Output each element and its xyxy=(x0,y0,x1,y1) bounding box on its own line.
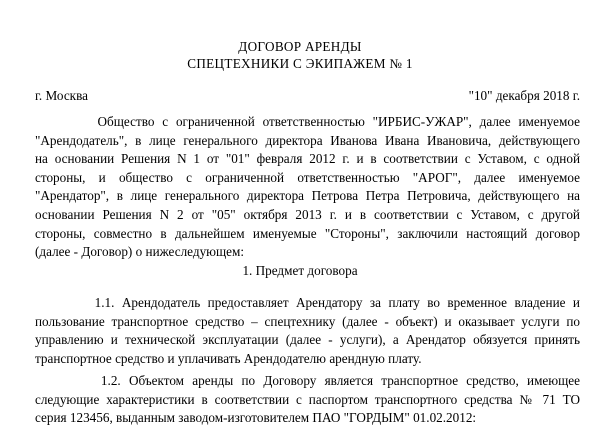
city-label: г. Москва xyxy=(35,88,88,103)
text-line: на основании Решения N 1 от "01" февраля 2012 г. и в соответствии с Уставом, с одной xyxy=(35,151,580,167)
text-line: (далее - Договор) о нижеследующем: xyxy=(35,244,245,260)
text-line: пользование транспортное средство – спецтехнику (далее - объект) и оказывает услуги по xyxy=(35,313,580,329)
clause-1-2 xyxy=(35,372,580,428)
contract-date: "10" декабря 2018 г. xyxy=(468,88,580,103)
text-line: основании Решения N 2 от "05" октября 2013 г. и в соответствии с Уставом, с другой xyxy=(35,206,580,222)
section-heading: 1. Предмет договора xyxy=(242,263,358,278)
text-line: серия 123456, выданным заводом-изготовителем ПАО "ГОРДЫМ" 01.02.2012: xyxy=(35,410,477,426)
text-line: управлению и технической эксплуатации (далее - услуги), а Арендатор обязуется принять xyxy=(35,332,580,348)
text-line: следующие характеристики в соответствии с паспортом транспортного средства № 71 ТО xyxy=(35,391,580,407)
text-line: "Арендодатель", в лице генерального директора Иванова Ивана Ивановича, действующего xyxy=(35,132,580,148)
text-line: стороны, и общество с ограниченной ответственностью "АРОГ", далее именуемое xyxy=(35,169,580,185)
text-line: 1.2. Объектом аренды по Договору является транспортное средство, имеющее xyxy=(35,373,580,388)
text-line: транспортное средство и уплачивать Арендодателю арендную плату. xyxy=(35,350,422,366)
text-line: "Арендатор", в лице генерального директора Петрова Петра Петровича, действующего на xyxy=(35,188,580,204)
clause-1-1 xyxy=(35,294,580,368)
text-line: Общество с ограниченной ответственностью "ИРБИС-УЖАР", далее именуемое xyxy=(35,114,580,129)
text-line: 1.1. Арендодатель предоставляет Арендатору за плату во временное владение и xyxy=(35,295,580,310)
document-title: ДОГОВОР АРЕНДЫ xyxy=(238,39,362,54)
document-subtitle: СПЕЦТЕХНИКИ С ЭКИПАЖЕМ № 1 xyxy=(187,56,413,71)
preamble-paragraph xyxy=(35,113,580,262)
text-line: стороны, совместно в дальнейшем именуемые "Стороны", заключили настоящий договор xyxy=(35,225,580,241)
place-date-row xyxy=(35,87,580,104)
